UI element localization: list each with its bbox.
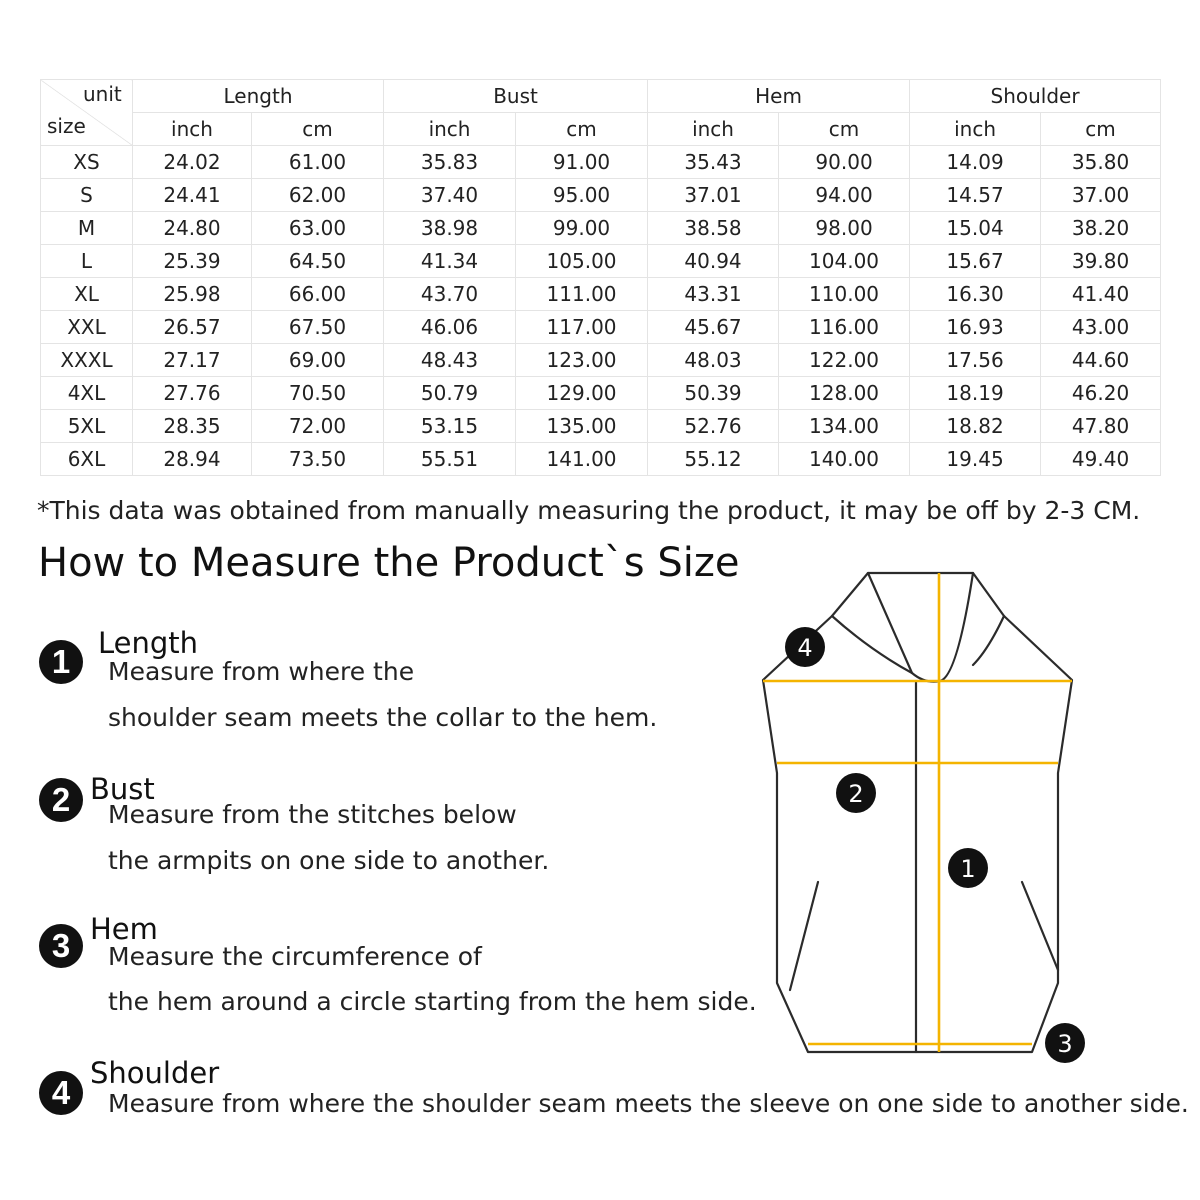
measurement-cell: 27.17 [133, 344, 252, 377]
measurement-cell: 27.76 [133, 377, 252, 410]
measurement-cell: 55.12 [648, 443, 779, 476]
vest-pocket-right [1022, 882, 1058, 970]
measurement-cell: 17.56 [910, 344, 1041, 377]
size-cell: M [41, 212, 133, 245]
measurement-cell: 66.00 [252, 278, 384, 311]
measurement-cell: 19.45 [910, 443, 1041, 476]
step-number-badge: 2 [39, 778, 83, 822]
group-header-bust: Bust [384, 80, 648, 113]
vest-measurement-diagram [740, 560, 1100, 1080]
measurement-cell: 43.00 [1041, 311, 1161, 344]
measurement-cell: 28.35 [133, 410, 252, 443]
step-title: Length [98, 626, 199, 660]
step-title: Bust [90, 772, 155, 806]
measurement-cell: 140.00 [779, 443, 910, 476]
measurement-cell: 46.06 [384, 311, 516, 344]
measurement-cell: 38.98 [384, 212, 516, 245]
measurement-cell: 37.01 [648, 179, 779, 212]
badge-number: 3 [1057, 1030, 1073, 1058]
unit-header: inch [384, 113, 516, 146]
measurement-cell: 41.34 [384, 245, 516, 278]
size-cell: 6XL [41, 443, 133, 476]
measurement-cell: 141.00 [516, 443, 648, 476]
table-row [41, 245, 1161, 278]
measurement-cell: 26.57 [133, 311, 252, 344]
measurement-disclaimer: *This data was obtained from manually measuring the product, it may be off by 2-3 CM. [37, 496, 1141, 525]
measurement-cell: 40.94 [648, 245, 779, 278]
table-row [41, 443, 1161, 476]
group-header-length: Length [133, 80, 384, 113]
size-chart-table [40, 79, 1161, 476]
unit-header: inch [910, 113, 1041, 146]
step-number-badge: 3 [39, 924, 83, 968]
size-cell: XL [41, 278, 133, 311]
measurement-cell: 72.00 [252, 410, 384, 443]
step-description-line: the hem around a circle starting from the hem side. [108, 987, 757, 1016]
unit-header: inch [133, 113, 252, 146]
table-corner-header [41, 80, 133, 146]
step-description-line: shoulder seam meets the collar to the hem. [108, 703, 658, 732]
table-row [41, 212, 1161, 245]
measurement-cell: 38.20 [1041, 212, 1161, 245]
table-row [41, 377, 1161, 410]
size-cell: S [41, 179, 133, 212]
measurement-cell: 105.00 [516, 245, 648, 278]
measurement-cell: 28.94 [133, 443, 252, 476]
measurement-cell: 24.41 [133, 179, 252, 212]
measurement-cell: 50.79 [384, 377, 516, 410]
badge-shoulder [785, 627, 825, 667]
diagram-badges [785, 627, 1085, 1063]
table-row [41, 311, 1161, 344]
measurement-cell: 44.60 [1041, 344, 1161, 377]
group-header-hem: Hem [648, 80, 910, 113]
measurement-cell: 45.67 [648, 311, 779, 344]
measurement-cell: 104.00 [779, 245, 910, 278]
measurement-cell: 67.50 [252, 311, 384, 344]
step-number-badge: 1 [39, 640, 83, 684]
measurement-cell: 48.43 [384, 344, 516, 377]
measurement-cell: 52.76 [648, 410, 779, 443]
badge-length [948, 848, 988, 888]
step-description-line: Measure the circumference of [108, 942, 482, 971]
measurement-cell: 122.00 [779, 344, 910, 377]
measurement-cell: 39.80 [1041, 245, 1161, 278]
badge-number: 1 [960, 855, 976, 883]
measurement-cell: 16.93 [910, 311, 1041, 344]
measurement-cell: 98.00 [779, 212, 910, 245]
unit-header: cm [516, 113, 648, 146]
step-description-line: Measure from where the shoulder seam meets the sleeve on one side to another side. [108, 1089, 1189, 1118]
measurement-cell: 14.57 [910, 179, 1041, 212]
table-row [41, 179, 1161, 212]
size-cell: 5XL [41, 410, 133, 443]
size-cell: L [41, 245, 133, 278]
measurement-cell: 63.00 [252, 212, 384, 245]
measurement-cell: 18.82 [910, 410, 1041, 443]
measurement-cell: 15.67 [910, 245, 1041, 278]
measurement-cell: 111.00 [516, 278, 648, 311]
measurement-cell: 24.80 [133, 212, 252, 245]
badge-number: 4 [797, 634, 813, 662]
measurement-cell: 69.00 [252, 344, 384, 377]
measurement-cell: 25.98 [133, 278, 252, 311]
unit-header: inch [648, 113, 779, 146]
measurement-cell: 25.39 [133, 245, 252, 278]
measurement-cell: 18.19 [910, 377, 1041, 410]
measurement-cell: 47.80 [1041, 410, 1161, 443]
badge-hem [1045, 1023, 1085, 1063]
step-number-badge: 4 [39, 1071, 83, 1115]
measurement-cell: 128.00 [779, 377, 910, 410]
measurement-cell: 135.00 [516, 410, 648, 443]
measurement-cell: 35.83 [384, 146, 516, 179]
measurement-cell: 53.15 [384, 410, 516, 443]
size-cell: XS [41, 146, 133, 179]
size-cell: 4XL [41, 377, 133, 410]
measurement-cell: 43.31 [648, 278, 779, 311]
measurement-cell: 110.00 [779, 278, 910, 311]
measurement-cell: 24.02 [133, 146, 252, 179]
measurement-cell: 73.50 [252, 443, 384, 476]
measurement-cell: 99.00 [516, 212, 648, 245]
size-cell: XXL [41, 311, 133, 344]
measurement-cell: 49.40 [1041, 443, 1161, 476]
measurement-cell: 35.43 [648, 146, 779, 179]
measurement-cell: 61.00 [252, 146, 384, 179]
measurement-cell: 116.00 [779, 311, 910, 344]
vest-lapel-right [973, 616, 1004, 665]
step-description-line: the armpits on one side to another. [108, 846, 550, 875]
unit-header: cm [252, 113, 384, 146]
size-rows [41, 146, 1161, 476]
group-header-shoulder: Shoulder [910, 80, 1161, 113]
measurement-cell: 90.00 [779, 146, 910, 179]
table-row [41, 410, 1161, 443]
table-row [41, 278, 1161, 311]
step-title: Hem [90, 912, 158, 946]
measurement-cell: 94.00 [779, 179, 910, 212]
section-heading: How to Measure the Product`s Size [38, 540, 740, 586]
measurement-cell: 64.50 [252, 245, 384, 278]
step-title: Shoulder [90, 1056, 220, 1090]
measurement-cell: 123.00 [516, 344, 648, 377]
step-description-line: Measure from where the [108, 657, 415, 686]
measurement-cell: 91.00 [516, 146, 648, 179]
unit-label: unit [83, 82, 122, 106]
measurement-cell: 46.20 [1041, 377, 1161, 410]
measurement-cell: 134.00 [779, 410, 910, 443]
vest-pocket-left [790, 882, 818, 990]
measurement-cell: 129.00 [516, 377, 648, 410]
badge-number: 2 [848, 780, 864, 808]
measurement-cell: 15.04 [910, 212, 1041, 245]
measurement-cell: 117.00 [516, 311, 648, 344]
unit-header: cm [1041, 113, 1161, 146]
measurement-cell: 38.58 [648, 212, 779, 245]
measurement-cell: 37.00 [1041, 179, 1161, 212]
vest-collar-outline [868, 573, 973, 682]
badge-bust [836, 773, 876, 813]
table-row [41, 146, 1161, 179]
unit-header: cm [779, 113, 910, 146]
measurement-cell: 50.39 [648, 377, 779, 410]
measurement-cell: 16.30 [910, 278, 1041, 311]
measurement-cell: 14.09 [910, 146, 1041, 179]
step-description-line: Measure from the stitches below [108, 800, 517, 829]
measurement-cell: 37.40 [384, 179, 516, 212]
measurement-cell: 62.00 [252, 179, 384, 212]
size-label: size [47, 114, 86, 138]
measurement-cell: 35.80 [1041, 146, 1161, 179]
measurement-cell: 95.00 [516, 179, 648, 212]
measurement-cell: 43.70 [384, 278, 516, 311]
measurement-cell: 70.50 [252, 377, 384, 410]
measurement-cell: 48.03 [648, 344, 779, 377]
measurement-cell: 41.40 [1041, 278, 1161, 311]
size-cell: XXXL [41, 344, 133, 377]
table-row [41, 344, 1161, 377]
measurement-cell: 55.51 [384, 443, 516, 476]
